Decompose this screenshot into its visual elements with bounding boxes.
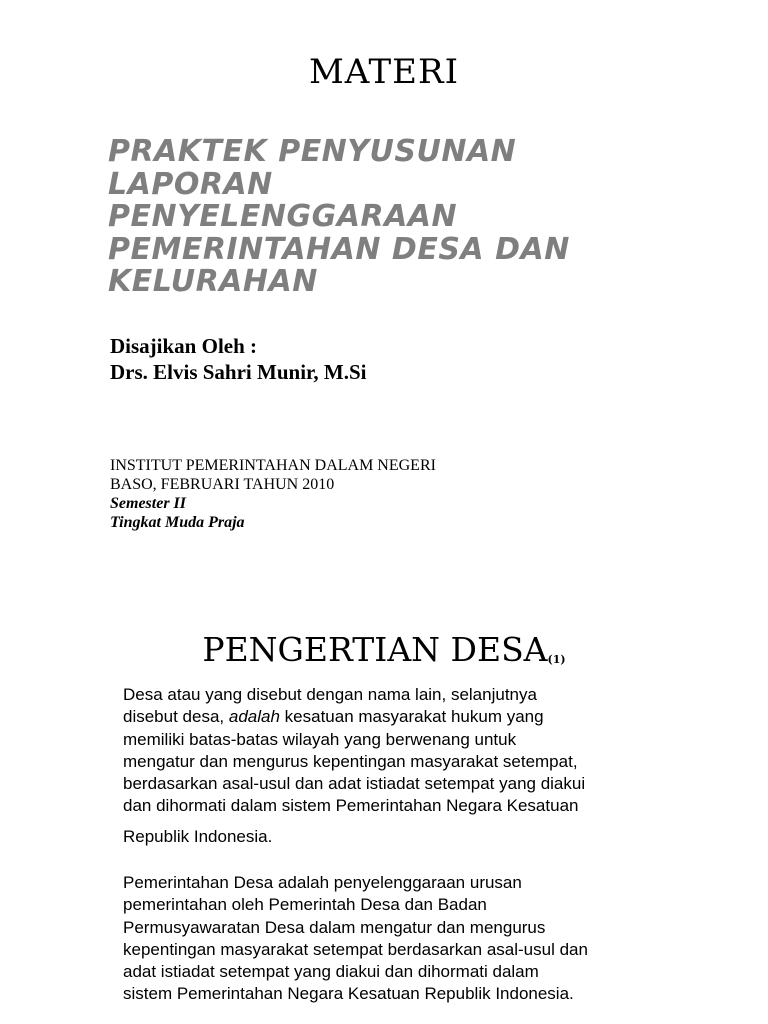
presenter-name: Drs. Elvis Sahri Munir, M.Si bbox=[110, 360, 367, 384]
section-title bbox=[0, 630, 768, 669]
paragraph-line: adat istiadat setempat yang diakui dan dihormati dalam bbox=[123, 962, 539, 982]
paragraph-line: Permusyawaratan Desa dalam mengatur dan mengurus bbox=[123, 917, 546, 937]
topic-title-line: PRAKTEK PENYUSUNAN bbox=[108, 134, 517, 169]
paragraph-line: mengatur dan mengurus kepentingan masyarakat setempat, bbox=[123, 751, 578, 771]
slide-title: MATERI bbox=[308, 52, 460, 92]
level-label: Tingkat Muda Praja bbox=[110, 514, 245, 531]
paragraph-line: Desa atau yang disebut dengan nama lain, selanjutnya bbox=[123, 685, 537, 704]
institution-block bbox=[110, 456, 436, 532]
paragraph-line: dan dihormati dalam sistem Pemerintahan Negara Kesatuan bbox=[123, 796, 579, 816]
paragraph-line: pemerintahan oleh Pemerintah Desa dan Badan bbox=[123, 895, 487, 915]
paragraph-line: sistem Pemerintahan Negara Kesatuan Republik Indonesia. bbox=[123, 984, 574, 1004]
topic-title bbox=[108, 136, 748, 299]
section-number: (1) bbox=[547, 653, 566, 666]
definition-pemerintahan-desa-paragraph bbox=[123, 872, 683, 1006]
place-date: BASO, FEBRUARI TAHUN 2010 bbox=[110, 476, 335, 493]
topic-title-line: PENYELENGGARAAN bbox=[108, 199, 458, 234]
emphasis-text: adalah bbox=[228, 707, 280, 727]
institution-name: INSTITUT PEMERINTAHAN DALAM NEGERI bbox=[110, 457, 436, 474]
presenter-label: Disajikan Oleh : bbox=[110, 334, 258, 358]
definition-desa-paragraph bbox=[123, 684, 683, 848]
paragraph-line: kepentingan masyarakat setempat berdasarkan asal-usul dan bbox=[123, 939, 588, 959]
paragraph-line: memiliki batas-batas wilayah yang berwenang untuk bbox=[123, 729, 517, 749]
topic-title-line: KELURAHAN bbox=[108, 264, 318, 299]
paragraph-line bbox=[123, 706, 683, 728]
presenter-block bbox=[110, 333, 367, 385]
paragraph-line: berdasarkan asal-usul dan adat istiadat setempat yang diakui bbox=[123, 774, 586, 794]
topic-title-line: PEMERINTAHAN DESA DAN bbox=[108, 231, 570, 267]
section-title-text: PENGERTIAN DESA bbox=[202, 630, 548, 669]
topic-title-line: LAPORAN bbox=[108, 166, 273, 202]
semester-label: Semester II bbox=[110, 495, 186, 512]
paragraph-line: Pemerintahan Desa adalah penyelenggaraan urusan bbox=[123, 873, 522, 892]
paragraph-line: Republik Indonesia. bbox=[123, 826, 273, 846]
line-text: kesatuan masyarakat hukum yang bbox=[284, 707, 544, 727]
line-text: disebut desa, bbox=[123, 707, 225, 727]
